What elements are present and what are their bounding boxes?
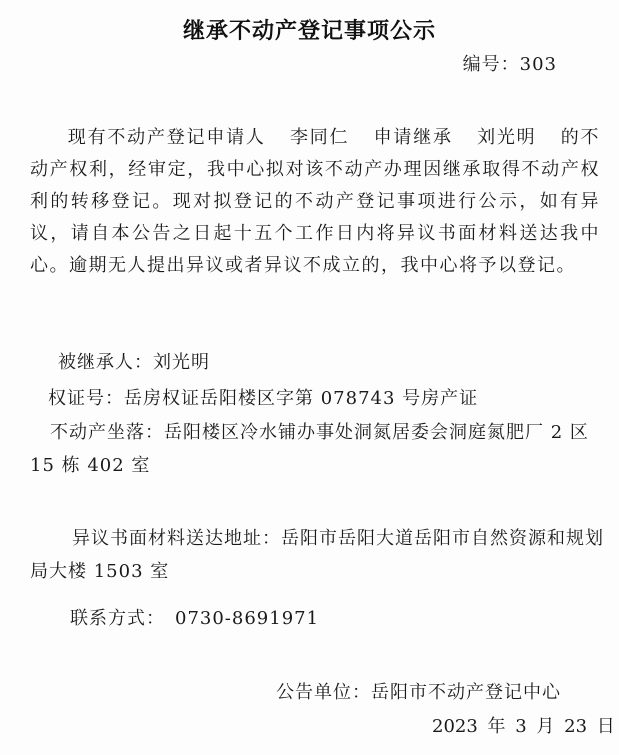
applicant-name: 李同仁 <box>289 127 350 148</box>
property-location-field: 不动产坐落：岳阳楼区冷水铺办事处洞氮居委会洞庭氮肥厂 2 区 15 栋 402 室 <box>30 422 589 476</box>
objection-address-field: 异议书面材料送达地址：岳阳市岳阳大道岳阳市自然资源和规划局大楼 1503 室 <box>30 528 604 582</box>
notice-body <box>30 122 600 282</box>
notice-title: 继承不动产登记事项公示 <box>182 19 436 44</box>
body-intro: 现有不动产登记申请人 <box>67 127 266 148</box>
body-rest: 的不动产权利，经审定，我中心拟对该不动产办理因继承取得不动产权利的转移登记。现对拟登记的不动产登记事项进行公示，如有异议，请自本公告之日起十五个工作日内将异议书面材料送达我中心。逾期无人提出异议或者异议不成立的，我中心将予以登记。 <box>30 127 601 276</box>
certificate-field: 权证号：岳房权证岳阳楼区字第 078743 号房产证 <box>48 388 479 409</box>
notice-date: 2023 年 3 月 23 日 <box>432 716 615 737</box>
body-inherit: 申请继承 <box>373 127 453 148</box>
decedent-name-inline: 刘光明 <box>476 127 537 148</box>
serial-number: 编号：303 <box>462 54 557 75</box>
issuing-unit: 公告单位：岳阳市不动产登记中心 <box>276 682 561 703</box>
contact-field: 联系方式： 0730-8691971 <box>70 608 320 629</box>
decedent-field: 被继承人：刘光明 <box>58 352 210 373</box>
